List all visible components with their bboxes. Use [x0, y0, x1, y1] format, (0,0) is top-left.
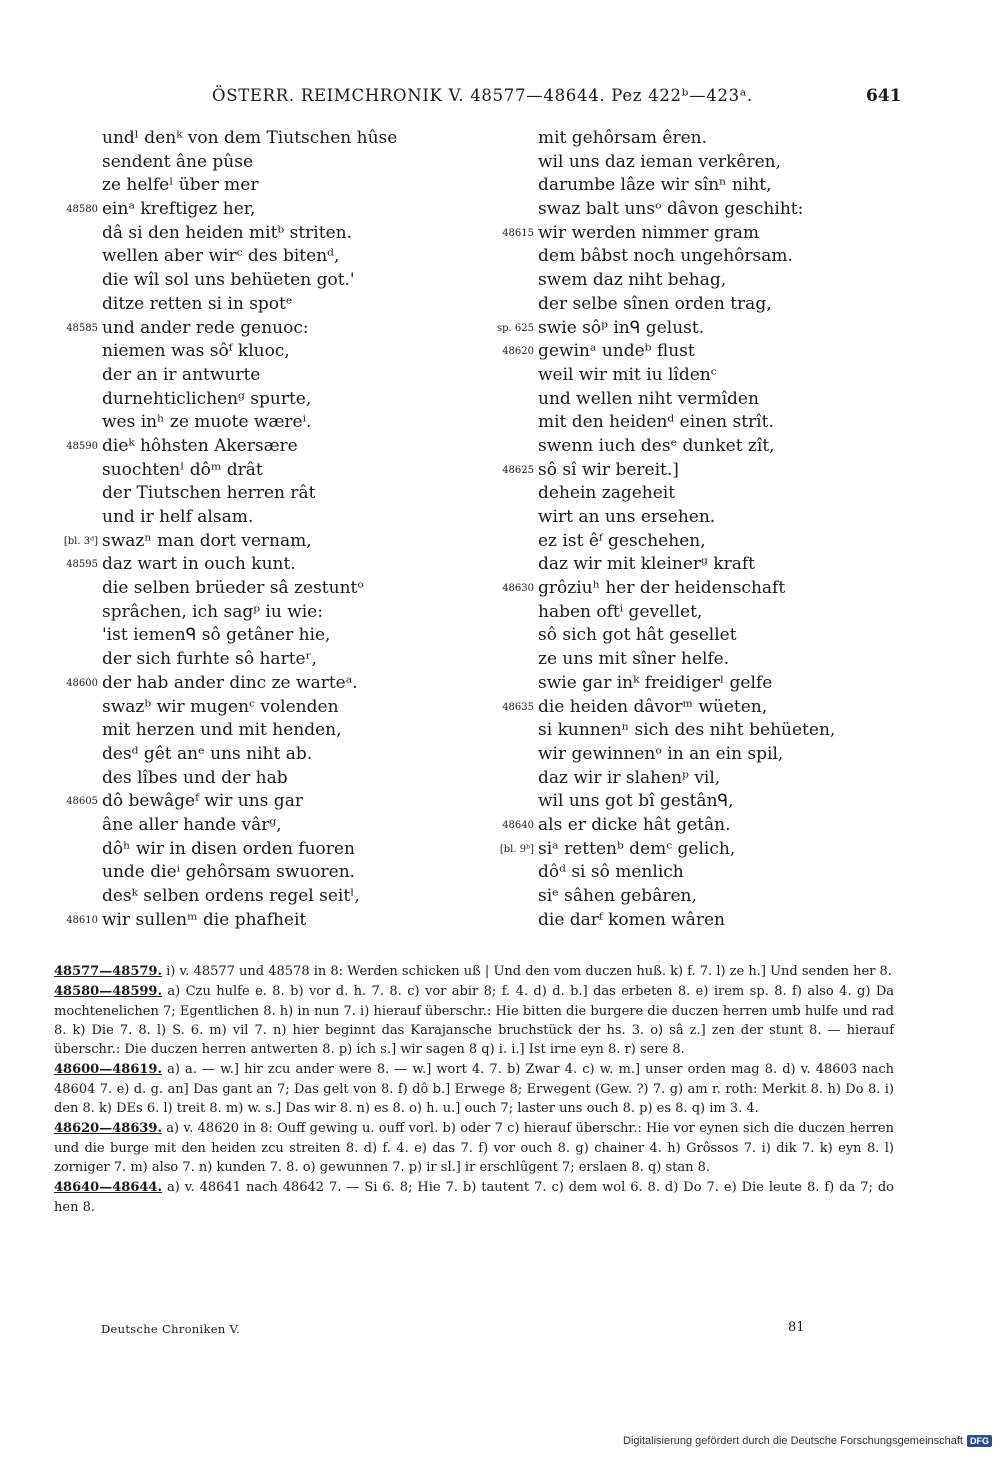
verse-line [30, 364, 470, 388]
verse-text: undˡ denᵏ von dem Tiutschen hûse [102, 128, 398, 148]
line-number: 48620 [502, 346, 534, 358]
verse-line [480, 198, 920, 222]
verse-text: wir sullenᵐ die phafheit [102, 909, 307, 930]
verse-line [30, 222, 470, 246]
verse-text: dôᵈ si sô menlich [538, 862, 684, 883]
line-number: 48640 [502, 819, 534, 831]
verse-line [480, 767, 920, 791]
verse-line [30, 719, 470, 743]
verse-line [480, 482, 920, 506]
verse-text: si kunnenⁿ sich des niht behüeten, [538, 720, 836, 741]
verse-text: dem bâbst noch ungehôrsam. [538, 246, 793, 267]
verse-text: daz wart in ouch kunt. [102, 554, 296, 575]
verse-line [30, 696, 470, 720]
line-number: sp. 625 [497, 322, 534, 334]
verse-text: die darᶠ komen wâren [538, 909, 725, 930]
running-title: ÖSTERR. REIMCHRONIK V. 48577—48644. Pez 422ᵇ—423ᵃ. [212, 86, 753, 105]
verse-text: und ir helf alsam. [102, 507, 254, 527]
line-number: 48580 [66, 204, 98, 216]
verse-line [30, 861, 470, 885]
verse-line [30, 506, 470, 530]
verse-line [480, 719, 920, 743]
line-number: 48600 [66, 677, 98, 689]
verse-line [30, 672, 470, 696]
verse-line [480, 293, 920, 317]
verse-text: wir gewinnenᵒ in an ein spil, [538, 743, 784, 764]
page-number: 641 [866, 86, 902, 106]
line-number: 48590 [66, 440, 98, 452]
verse-text: sendent âne pûse [102, 151, 254, 172]
verse-line [480, 838, 920, 862]
verse-line [30, 909, 470, 933]
verse-text: wirt an uns ersehen. [538, 507, 716, 527]
verse-text: der selbe sînen orden trag, [538, 293, 772, 314]
footnote-block [54, 1119, 894, 1177]
verse-text: siᵃ rettenᵇ demᶜ gelich, [538, 838, 736, 859]
verse-line [30, 530, 470, 554]
verse-line [30, 317, 470, 341]
verse-line [480, 553, 920, 577]
verse-text: der an ir antwurte [102, 364, 261, 385]
verse-text: âne aller hande vârᵍ, [102, 814, 282, 835]
verse-line [30, 151, 470, 175]
verse-text: des lîbes und der hab [102, 767, 288, 788]
verse-line [480, 648, 920, 672]
verse-line [480, 696, 920, 720]
verse-line [30, 198, 470, 222]
verse-text: siᵉ sâhen gebâren, [538, 886, 697, 906]
verse-line [480, 459, 920, 483]
verse-text: mit gehôrsam êren. [538, 128, 708, 148]
verse-line [480, 127, 920, 151]
footnotes [54, 962, 894, 1218]
verse-line [480, 388, 920, 412]
verse-text: daz wir mit kleinerᵍ kraft [538, 554, 755, 575]
verse-text: dô bewâgeᶠ wir uns gar [102, 791, 303, 812]
verse-text: ditze retten si in spotᵉ [102, 293, 293, 314]
verse-line [480, 624, 920, 648]
verse-line [480, 151, 920, 175]
line-number: 48605 [66, 796, 98, 808]
verse-line [480, 577, 920, 601]
verse-line [480, 245, 920, 269]
verse-text: dieᵏ hôhsten Akersære [102, 435, 298, 456]
verse-line [480, 174, 920, 198]
line-number: 48625 [502, 464, 534, 476]
verse-text: mit den heidenᵈ einen strît. [538, 412, 774, 433]
verse-text: ze helfeˡ über mer [102, 175, 259, 196]
verse-line [30, 435, 470, 459]
verse-line [480, 885, 920, 909]
verse-text: als er dicke hât getân. [538, 814, 731, 835]
footnote-text: a) v. 48641 nach 48642 7. — Si 6. 8; Hie 7. b) tautent 7. c) dem wol 6. 8. d) Do 7. e) Die leute 8. f) da 7; do hen 8. [54, 1180, 894, 1215]
verse-text: swie gar inᵏ freidigerˡ gelfe [538, 672, 773, 693]
verse-column-right [480, 127, 920, 932]
verse-text: swem daz niht behag, [538, 270, 727, 291]
verse-text: swie sôᵖ inᑫ gelust. [538, 317, 705, 338]
footnote-text: a) a. — w.] hir zcu ander were 8. — w.] wort 4. 7. b) Zwar 4. c) w. m.] unser orden mag 8. d) v. 48603 nach 48604 7. e) d. g. an] Das gant an 7; Das gelt von 8. f) dô b.] Erwege 8; Erwegent (Gew. ?) 7. g) am r. roth: Merkit 8. h) Do 8. i) den 8. k) DEs 6. l) treit 8. m) w. s.] Das wir 8. n) es 8. o) h. u.] ouch 7; laster uns ouch 8. p) es 8. q) im 3. 4. [54, 1062, 894, 1117]
verse-text: sô sî wir bereit.] [538, 459, 679, 480]
verse-line [30, 388, 470, 412]
verse-text: swazⁿ man dort vernam, [102, 530, 312, 551]
verse-line [480, 861, 920, 885]
verse-text: niemen was sôᶠ kluoc, [102, 341, 290, 362]
verse-line [480, 672, 920, 696]
verse-line [480, 790, 920, 814]
line-number: [bl. 9ᵇ] [499, 843, 534, 855]
footer-signature: 81 [788, 1320, 805, 1335]
page-header [0, 86, 1000, 116]
verse-text: durnehticlichenᵍ spurte, [102, 388, 312, 409]
verse-text: ez ist êᶠ geschehen, [538, 530, 706, 551]
line-number: 48635 [502, 701, 534, 713]
verse-text: der hab ander dinc ze warteᵃ. [102, 672, 358, 693]
verse-line [480, 909, 920, 933]
verse-line [30, 245, 470, 269]
verse-line [30, 838, 470, 862]
verse-text: weil wir mit iu lîdenᶜ [538, 364, 717, 385]
verse-text: wil uns daz ieman verkêren, [538, 151, 782, 172]
verse-text: einᵃ kreftigez her, [102, 199, 256, 220]
verse-text: unde dieⁱ gehôrsam swuoren. [102, 862, 356, 883]
verse-line [480, 340, 920, 364]
verse-text: und ander rede genuoc: [102, 317, 309, 338]
line-number: [bl. 3ᵈ] [63, 535, 98, 547]
verse-line [30, 601, 470, 625]
verse-line [30, 174, 470, 198]
footnote-text: i) v. 48577 und 48578 in 8: Werden schicken uß | Und den vom duczen huß. k) f. 7. l) ze h.] Und senden her 8. [166, 964, 892, 979]
footnote-range: 48577—48579. [54, 964, 162, 979]
line-number: 48610 [66, 914, 98, 926]
verse-text: dôʰ wir in disen orden fuoren [102, 838, 355, 859]
verse-text: wir werden nimmer gram [538, 222, 760, 243]
footnote-range: 48580—48599. [54, 984, 162, 1000]
footnote-range: 48640—48644. [54, 1180, 162, 1196]
footnote-range: 48600—48619. [54, 1062, 162, 1078]
line-number: 48630 [502, 583, 534, 595]
verse-line [30, 340, 470, 364]
verse-line [30, 743, 470, 767]
verse-text: ze uns mit sîner helfe. [538, 649, 730, 670]
verse-line [480, 601, 920, 625]
verse-text: swenn iuch desᵉ dunket zît, [538, 435, 775, 456]
digitization-credit [623, 1435, 992, 1447]
footnote-block [54, 1060, 894, 1118]
verse-text: sô sich got hât gesellet [538, 625, 737, 646]
verse-text: darumbe lâze wir sînⁿ niht, [538, 175, 772, 196]
footnote-range: 48620—48639. [54, 1121, 162, 1137]
verse-text: wes inʰ ze muote wæreⁱ. [102, 412, 312, 433]
verse-text: grôziuʰ her der heidenschaft [538, 578, 786, 599]
line-number: 48595 [66, 559, 98, 571]
verse-line [30, 127, 470, 151]
verse-text: die wîl sol uns behüeten got.' [102, 270, 355, 291]
verse-line [30, 885, 470, 909]
footnote-text: a) v. 48620 in 8: Ouff gewing u. ouff vorl. b) oder 7 c) hierauf überschr.: Hie vor eynen sich die duczen herren und die burge mit den heiden zcu streiten 8. d) f. 4. e) das 7. f) vor ouch 8. g) chainer 4. h) Grôssos 7. i) dik 7. k) eyn 8. l) zorniger 7. m) also 7. n) kunden 7. 8. o) gewunnen 7. p) ir sl.] ir erschlûgent 7; erslaen 8. q) stan 8. [54, 1121, 894, 1175]
verse-text: mit herzen und mit henden, [102, 720, 342, 741]
dfg-logo-icon: DFG [967, 1435, 992, 1447]
verse-text: sprâchen, ich sagᵖ iu wie: [102, 601, 323, 622]
verse-text: wellen aber wirᶜ des bitenᵈ, [102, 246, 340, 267]
verse-line [30, 293, 470, 317]
line-number: 48615 [502, 227, 534, 239]
verse-line [480, 222, 920, 246]
verse-line [30, 411, 470, 435]
verse-text: desᵈ gêt anᵉ uns niht ab. [102, 743, 313, 764]
footnote-block [54, 982, 894, 1059]
verse-line [30, 459, 470, 483]
verse-line [30, 577, 470, 601]
verse-line [480, 435, 920, 459]
footer-series-title: Deutsche Chroniken V. [101, 1322, 241, 1336]
verse-text: und wellen niht vermîden [538, 388, 759, 409]
verse-text: die selben brüeder sâ zestuntᵒ [102, 578, 364, 599]
footnote-block [54, 1178, 894, 1217]
verse-line [30, 269, 470, 293]
verse-line [480, 317, 920, 341]
verse-line [480, 506, 920, 530]
verse-text: swaz balt unsᵒ dâvon geschiht: [538, 199, 804, 220]
verse-line [30, 624, 470, 648]
verse-line [30, 767, 470, 791]
verse-line [480, 411, 920, 435]
verse-line [30, 648, 470, 672]
verse-text: desᵏ selben ordens regel seitˡ, [102, 886, 360, 906]
verse-text: der sich furhte sô harteʳ, [102, 649, 317, 670]
verse-text: haben oftⁱ gevellet, [538, 601, 703, 622]
verse-text: suochtenˡ dôᵐ drât [102, 459, 263, 480]
verse-line [480, 814, 920, 838]
verse-text: wil uns got bî gestânᑫ, [538, 791, 734, 812]
verse-text: die heiden dâvorᵐ wüeten, [538, 696, 768, 717]
verse-text: 'ist iemenᑫ sô getâner hie, [102, 625, 331, 646]
verse-line [480, 364, 920, 388]
credit-text: Digitalisierung gefördert durch die Deutsche Forschungsgemeinschaft [623, 1435, 963, 1447]
verse-line [30, 814, 470, 838]
footnote-block [54, 962, 894, 981]
verse-text: dâ si den heiden mitᵇ striten. [102, 222, 352, 243]
verse-text: der Tiutschen herren rât [102, 483, 316, 504]
verse-line [30, 553, 470, 577]
footnote-text: a) Czu hulfe e. 8. b) vor d. h. 7. 8. c) vor abir 8; f. 4. d) d. b.] das erbeten 8. e) irem sp. 8. f) also 4. g) Da mochtenelichen 7; Egentlichen 8. h) in nun 7. i) hierauf überschr.: Hie bitten die burgere die duczen herren umb hulfe und rad 8. k) Die 7. 8. l) S. 6. m) vil 7. n) hier beginnt das Karajansche bruchstück der hs. 3. o) sâ z.] zen der stunt 8. — hierauf überschr.: Die duczen herren antwerten 8. p) ich s.] wir sagen 8 q) i. i.] Ist irne eyn 8. r) sere 8. [54, 984, 894, 1058]
verse-line [480, 743, 920, 767]
verse-line [480, 269, 920, 293]
verse-column-left [30, 127, 470, 932]
verse-line [480, 530, 920, 554]
verse-text: dehein zageheit [538, 483, 676, 504]
verse-line [30, 482, 470, 506]
verse-text: swazᵇ wir mugenᶜ volenden [102, 696, 339, 717]
verse-line [30, 790, 470, 814]
line-number: 48585 [66, 322, 98, 334]
verse-text: daz wir ir slahenᵖ vil, [538, 767, 721, 788]
verse-text: gewinᵃ undeᵇ flust [538, 341, 695, 362]
